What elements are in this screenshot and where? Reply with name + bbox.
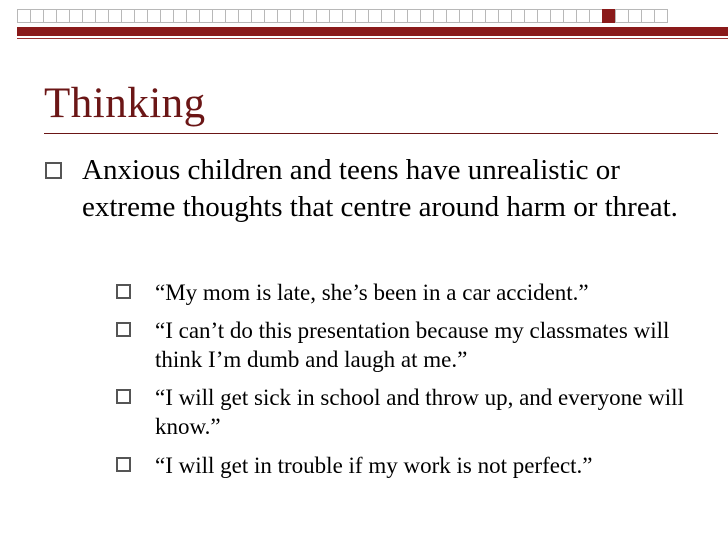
decorative-red-square-icon	[602, 9, 616, 23]
decorative-square-icon	[628, 9, 642, 23]
decorative-square-icon	[225, 9, 239, 23]
decorative-square-icon	[446, 9, 460, 23]
decorative-square-icon	[576, 9, 590, 23]
decorative-square-icon	[381, 9, 395, 23]
decorative-square-icon	[459, 9, 473, 23]
decorative-square-icon	[95, 9, 109, 23]
sub-bullet-text: “I can’t do this presentation because my classmates will think I’m dumb and laugh at me.”	[155, 318, 670, 372]
decorative-square-icon	[329, 9, 343, 23]
decorative-square-icon	[264, 9, 278, 23]
header-band-line	[17, 38, 728, 39]
decorative-square-icon	[186, 9, 200, 23]
decorative-square-icon	[641, 9, 655, 23]
slide-title: Thinking	[44, 80, 206, 127]
decorative-square-icon	[537, 9, 551, 23]
sub-bullet-text: “I will get in trouble if my work is not perfect.”	[155, 453, 593, 478]
decorative-square-icon	[30, 9, 44, 23]
hollow-square-bullet-icon	[116, 322, 131, 337]
decorative-square-icon	[43, 9, 57, 23]
decorative-square-icon	[472, 9, 486, 23]
decorative-square-icon	[394, 9, 408, 23]
title-divider	[44, 133, 718, 134]
hollow-square-bullet-icon	[116, 457, 131, 472]
decorative-square-icon	[420, 9, 434, 23]
bullet-text: Anxious children and teens have unrealistic or extreme thoughts that centre around harm or threat.	[82, 154, 678, 223]
decorative-square-icon	[251, 9, 265, 23]
decorative-square-icon	[316, 9, 330, 23]
decorative-square-icon	[654, 9, 668, 23]
decorative-square-icon	[17, 9, 31, 23]
decorative-square-icon	[511, 9, 525, 23]
sub-bullet-text: “My mom is late, she’s been in a car accident.”	[155, 280, 589, 305]
decorative-square-icon	[407, 9, 421, 23]
decorative-square-strip	[17, 9, 667, 24]
decorative-square-icon	[199, 9, 213, 23]
decorative-square-icon	[108, 9, 122, 23]
decorative-square-icon	[615, 9, 629, 23]
decorative-square-icon	[550, 9, 564, 23]
hollow-square-bullet-icon	[45, 162, 62, 179]
sub-bullet-text: “I will get sick in school and throw up, and everyone will know.”	[155, 385, 684, 439]
decorative-square-icon	[69, 9, 83, 23]
decorative-square-icon	[290, 9, 304, 23]
decorative-square-icon	[368, 9, 382, 23]
decorative-square-icon	[121, 9, 135, 23]
header-band	[17, 27, 728, 36]
decorative-square-icon	[563, 9, 577, 23]
decorative-square-icon	[56, 9, 70, 23]
decorative-square-icon	[238, 9, 252, 23]
decorative-square-icon	[303, 9, 317, 23]
hollow-square-bullet-icon	[116, 389, 131, 404]
decorative-square-icon	[160, 9, 174, 23]
decorative-square-icon	[82, 9, 96, 23]
decorative-square-icon	[134, 9, 148, 23]
decorative-square-icon	[277, 9, 291, 23]
decorative-square-icon	[212, 9, 226, 23]
decorative-square-icon	[433, 9, 447, 23]
decorative-square-icon	[355, 9, 369, 23]
decorative-square-icon	[498, 9, 512, 23]
decorative-square-icon	[589, 9, 603, 23]
hollow-square-bullet-icon	[116, 284, 131, 299]
decorative-square-icon	[342, 9, 356, 23]
decorative-square-icon	[147, 9, 161, 23]
decorative-square-icon	[485, 9, 499, 23]
decorative-square-icon	[173, 9, 187, 23]
decorative-square-icon	[524, 9, 538, 23]
